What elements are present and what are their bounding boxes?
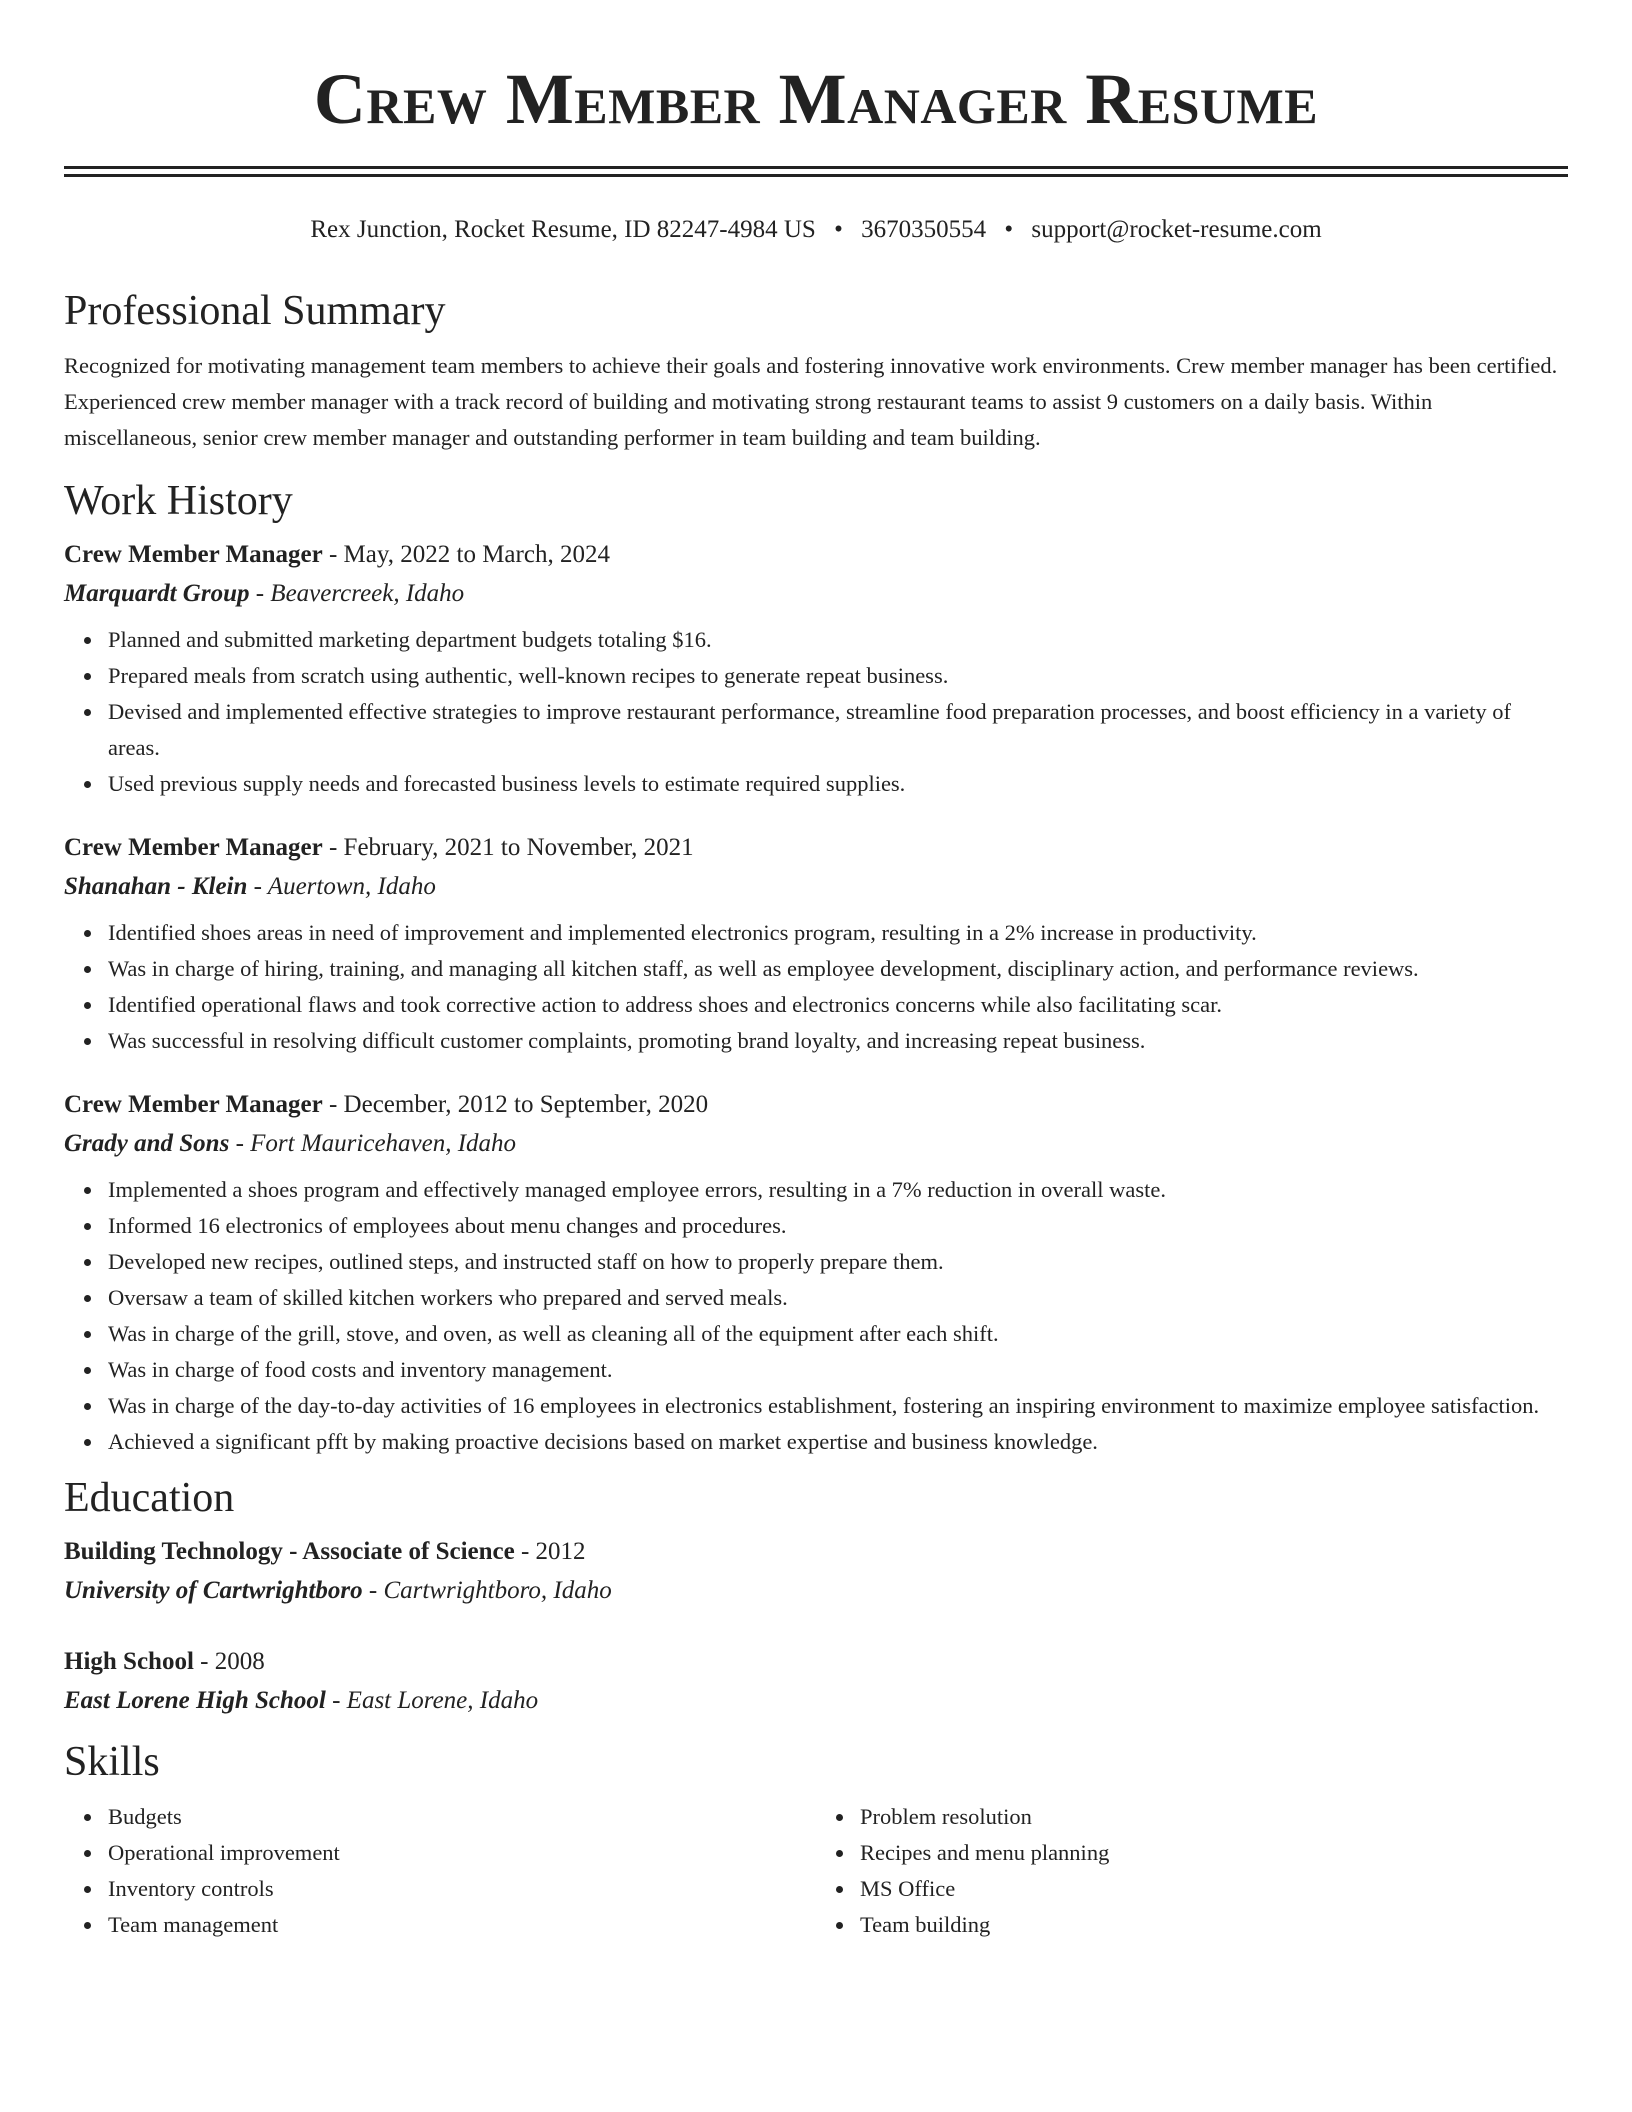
- education-location: - East Lorene, Idaho: [325, 1687, 539, 1714]
- job-bullets: [64, 915, 1568, 1059]
- education-degree: High School: [64, 1648, 194, 1675]
- job-bullet: Was in charge of the grill, stove, and oven, as well as cleaning all of the equipment after each shift.: [108, 1316, 1568, 1352]
- job-dates: - February, 2021 to November, 2021: [322, 834, 694, 861]
- education-school: East Lorene High School: [64, 1687, 326, 1714]
- job-bullets: [64, 622, 1568, 802]
- job-bullet: Achieved a significant pfft by making proactive decisions based on market expertise and business knowledge.: [108, 1424, 1568, 1460]
- work-history-heading: Work History: [64, 478, 293, 524]
- job-company-line: [64, 579, 1568, 609]
- job-bullet: Implemented a shoes program and effectively managed employee errors, resulting in a 7% reduction in overall waste.: [108, 1172, 1568, 1208]
- contact-line: [64, 215, 1568, 245]
- education-degree-line: [64, 1647, 1568, 1677]
- job-company: Shanahan - Klein: [64, 873, 248, 900]
- job-dates: - May, 2022 to March, 2024: [322, 541, 610, 568]
- job-bullet: Was successful in resolving difficult customer complaints, promoting brand loyalty, and increasing repeat business.: [108, 1023, 1568, 1059]
- job-bullet: Used previous supply needs and forecasted business levels to estimate required supplies.: [108, 766, 1568, 802]
- job-bullet: Was in charge of food costs and inventory management.: [108, 1352, 1568, 1388]
- job-bullet: Identified shoes areas in need of improvement and implemented electronics program, resulting in a 2% increase in productivity.: [108, 915, 1568, 951]
- skill-item: Team building: [860, 1907, 1568, 1943]
- job-bullet: Informed 16 electronics of employees about menu changes and procedures.: [108, 1208, 1568, 1244]
- job-company: Marquardt Group: [64, 580, 250, 607]
- skill-item: Recipes and menu planning: [860, 1835, 1568, 1871]
- skills-list-right: [816, 1799, 1568, 1943]
- job-location: - Beavercreek, Idaho: [249, 580, 465, 607]
- contact-phone: 3670350554: [861, 216, 987, 243]
- job-title: Crew Member Manager: [64, 1091, 323, 1118]
- summary-text: Recognized for motivating management team members to achieve their goals and fostering innovative work environments. Crew member manager has been certified. Experienced crew member manager with a track record of building and motivating strong restaurant teams to assist 9 customers on a daily basis. Within miscellaneous, senior crew member manager and outstanding performer in team building and team building.: [64, 353, 1558, 450]
- job-title-line: [64, 540, 1568, 570]
- job-company: Grady and Sons: [64, 1130, 230, 1157]
- resume-title: Crew Member Manager Resume: [313, 59, 1319, 139]
- skills-list-left: [64, 1799, 816, 1943]
- education-degree-line: [64, 1537, 1568, 1567]
- contact-address: Rex Junction, Rocket Resume, ID 82247-4984 US: [310, 216, 816, 243]
- job-title-line: [64, 833, 1568, 863]
- job-entry: [64, 833, 1568, 1059]
- skill-item: Inventory controls: [108, 1871, 816, 1907]
- education-year: - 2012: [514, 1538, 586, 1565]
- skill-item: Budgets: [108, 1799, 816, 1835]
- job-location: - Fort Mauricehaven, Idaho: [229, 1130, 517, 1157]
- title-divider: [64, 166, 1568, 177]
- skill-item: Operational improvement: [108, 1835, 816, 1871]
- education-school: University of Cartwrightboro: [64, 1577, 363, 1604]
- summary-heading: Professional Summary: [64, 288, 446, 334]
- job-title-line: [64, 1090, 1568, 1120]
- job-bullet: Developed new recipes, outlined steps, and instructed staff on how to properly prepare them.: [108, 1244, 1568, 1280]
- contact-separator: •: [1004, 216, 1014, 243]
- education-entry: [64, 1647, 1568, 1716]
- job-bullet: Was in charge of the day-to-day activities of 16 employees in electronics establishment, fostering an inspiring environment to maximize employee satisfaction.: [108, 1388, 1568, 1424]
- job-bullet: Prepared meals from scratch using authentic, well-known recipes to generate repeat business.: [108, 658, 1568, 694]
- education-entry: [64, 1537, 1568, 1606]
- skill-item: Team management: [108, 1907, 816, 1943]
- skills-columns: [64, 1799, 1568, 1943]
- education-school-line: [64, 1576, 1568, 1606]
- education-school-line: [64, 1686, 1568, 1716]
- education-location: - Cartwrightboro, Idaho: [362, 1577, 612, 1604]
- job-bullet: Oversaw a team of skilled kitchen workers who prepared and served meals.: [108, 1280, 1568, 1316]
- job-company-line: [64, 872, 1568, 902]
- job-dates: - December, 2012 to September, 2020: [322, 1091, 709, 1118]
- job-bullets: [64, 1172, 1568, 1460]
- skills-heading: Skills: [64, 1739, 160, 1785]
- job-title: Crew Member Manager: [64, 834, 323, 861]
- skill-item: MS Office: [860, 1871, 1568, 1907]
- skill-item: Problem resolution: [860, 1799, 1568, 1835]
- job-bullet: Devised and implemented effective strategies to improve restaurant performance, streamline food preparation processes, and boost efficiency in a variety of areas.: [108, 694, 1568, 766]
- job-bullet: Was in charge of hiring, training, and managing all kitchen staff, as well as employee development, disciplinary action, and performance reviews.: [108, 951, 1568, 987]
- contact-email: support@rocket-resume.com: [1031, 216, 1322, 243]
- job-entry: [64, 540, 1568, 802]
- contact-separator: •: [834, 216, 843, 243]
- education-degree: Building Technology - Associate of Science: [64, 1538, 515, 1565]
- education-heading: Education: [64, 1475, 235, 1521]
- job-bullet: Identified operational flaws and took corrective action to address shoes and electronics concerns while also facilitating scar.: [108, 987, 1568, 1023]
- education-year: - 2008: [193, 1648, 265, 1675]
- job-location: - Auertown, Idaho: [247, 873, 436, 900]
- job-company-line: [64, 1129, 1568, 1159]
- job-title: Crew Member Manager: [64, 541, 323, 568]
- job-entry: [64, 1090, 1568, 1460]
- job-bullet: Planned and submitted marketing department budgets totaling $16.: [108, 622, 1568, 658]
